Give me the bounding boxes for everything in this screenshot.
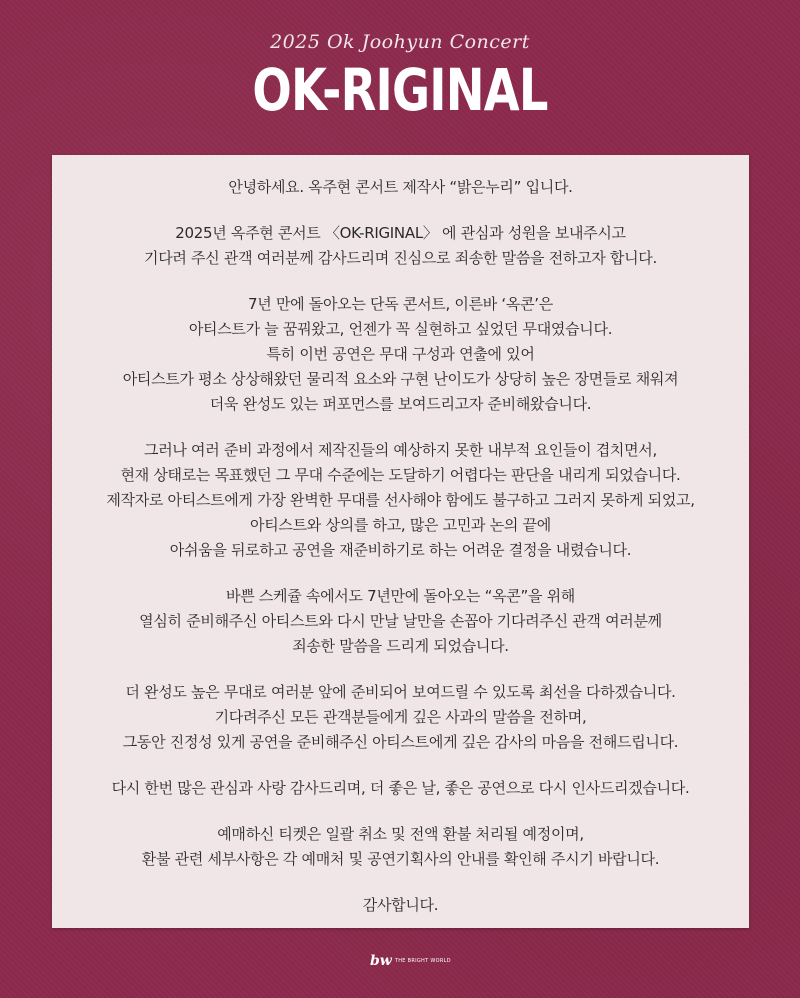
notice-paragraph <box>52 438 749 563</box>
notice-line: 열심히 준비해주신 아티스트와 다시 만날 날만을 손꼽아 기다려주신 관객 여러분께 <box>139 612 662 630</box>
logo-text: THE BRIGHT WORLD <box>394 958 451 964</box>
notice-paragraph <box>52 175 749 200</box>
notice-line: 안녕하세요. 옥주현 콘서트 제작사 “밝은누리” 입니다. <box>228 178 573 196</box>
notice-line: 기다려 주신 관객 여러분께 감사드리며 진심으로 죄송한 말씀을 전하고자 합니다. <box>144 249 657 267</box>
notice-line: 특히 이번 공연은 무대 구성과 연출에 있어 <box>266 345 535 363</box>
notice-paragraph <box>52 584 749 659</box>
concert-title: OK-RIGINAL <box>252 56 548 124</box>
notice-line: 그동안 진정성 있게 공연을 준비해주신 아티스트에게 깊은 감사의 마음을 전해드립니다. <box>122 733 679 751</box>
logo-mark: bw <box>370 953 392 969</box>
notice-line: 2025년 옥주현 콘서트 〈OK-RIGINAL〉 에 관심과 성원을 보내주시고 <box>175 224 626 242</box>
notice-line: 아쉬움을 뒤로하고 공연을 재준비하기로 하는 어려운 결정을 내렸습니다. <box>169 541 632 559</box>
paragraph-gap <box>52 755 749 776</box>
notice-line: 7년 만에 돌아오는 단독 콘서트, 이른바 ‘옥콘’은 <box>248 295 553 313</box>
paragraph-gap <box>52 563 749 584</box>
notice-paragraph <box>52 221 749 271</box>
concert-subtitle: 2025 Ok Joohyun Concert <box>270 31 530 53</box>
notice-panel <box>52 155 749 928</box>
notice-line: 환불 관련 세부사항은 각 예매처 및 공연기획사의 안내를 확인해 주시기 바랍니다. <box>141 850 660 868</box>
notice-line: 다시 한번 많은 관심과 사랑 감사드리며, 더 좋은 날, 좋은 공연으로 다시 인사드리겠습니다. <box>111 779 690 797</box>
notice-paragraph <box>52 893 749 918</box>
paragraph-gap <box>52 801 749 822</box>
company-logo <box>370 953 451 969</box>
notice-body <box>52 175 749 918</box>
notice-line: 기다려주신 모든 관객분들에게 깊은 사과의 말씀을 전하며, <box>214 708 587 726</box>
notice-line: 제작자로 아티스트에게 가장 완벽한 무대를 선사해야 함에도 불구하고 그러지 못하게 되었고, <box>106 491 695 509</box>
notice-line: 예매하신 티켓은 일괄 취소 및 전액 환불 처리될 예정이며, <box>217 825 584 843</box>
notice-line: 아티스트가 평소 상상해왔던 물리적 요소와 구현 난이도가 상당히 높은 장면들로 채워져 <box>122 370 679 388</box>
poster-header <box>0 30 800 125</box>
paragraph-gap <box>52 872 749 893</box>
notice-line: 아티스트가 늘 꿈꿔왔고, 언젠가 꼭 실현하고 싶었던 무대였습니다. <box>188 320 613 338</box>
notice-paragraph <box>52 822 749 872</box>
notice-line: 바쁜 스케쥴 속에서도 7년만에 돌아오는 “옥콘”을 위해 <box>226 587 575 605</box>
notice-line: 더욱 완성도 있는 퍼포먼스를 보여드리고자 준비해왔습니다. <box>209 395 592 413</box>
paragraph-gap <box>52 200 749 221</box>
paragraph-gap <box>52 659 749 680</box>
paragraph-gap <box>52 271 749 292</box>
notice-line: 더 완성도 높은 무대로 여러분 앞에 준비되어 보여드릴 수 있도록 최선을 다하겠습니다. <box>125 683 676 701</box>
notice-line: 그러나 여러 준비 과정에서 제작진들의 예상하지 못한 내부적 요인들이 겹치면서, <box>144 441 657 459</box>
notice-line: 아티스트와 상의를 하고, 많은 고민과 논의 끝에 <box>250 516 551 534</box>
notice-paragraph <box>52 292 749 417</box>
notice-line: 현재 상태로는 목표했던 그 무대 수준에는 도달하기 어렵다는 판단을 내리게 되었습니다. <box>120 466 681 484</box>
notice-paragraph <box>52 680 749 755</box>
paragraph-gap <box>52 417 749 438</box>
notice-paragraph <box>52 776 749 801</box>
notice-line: 감사합니다. <box>362 896 439 914</box>
notice-line: 죄송한 말씀을 드리게 되었습니다. <box>292 637 509 655</box>
